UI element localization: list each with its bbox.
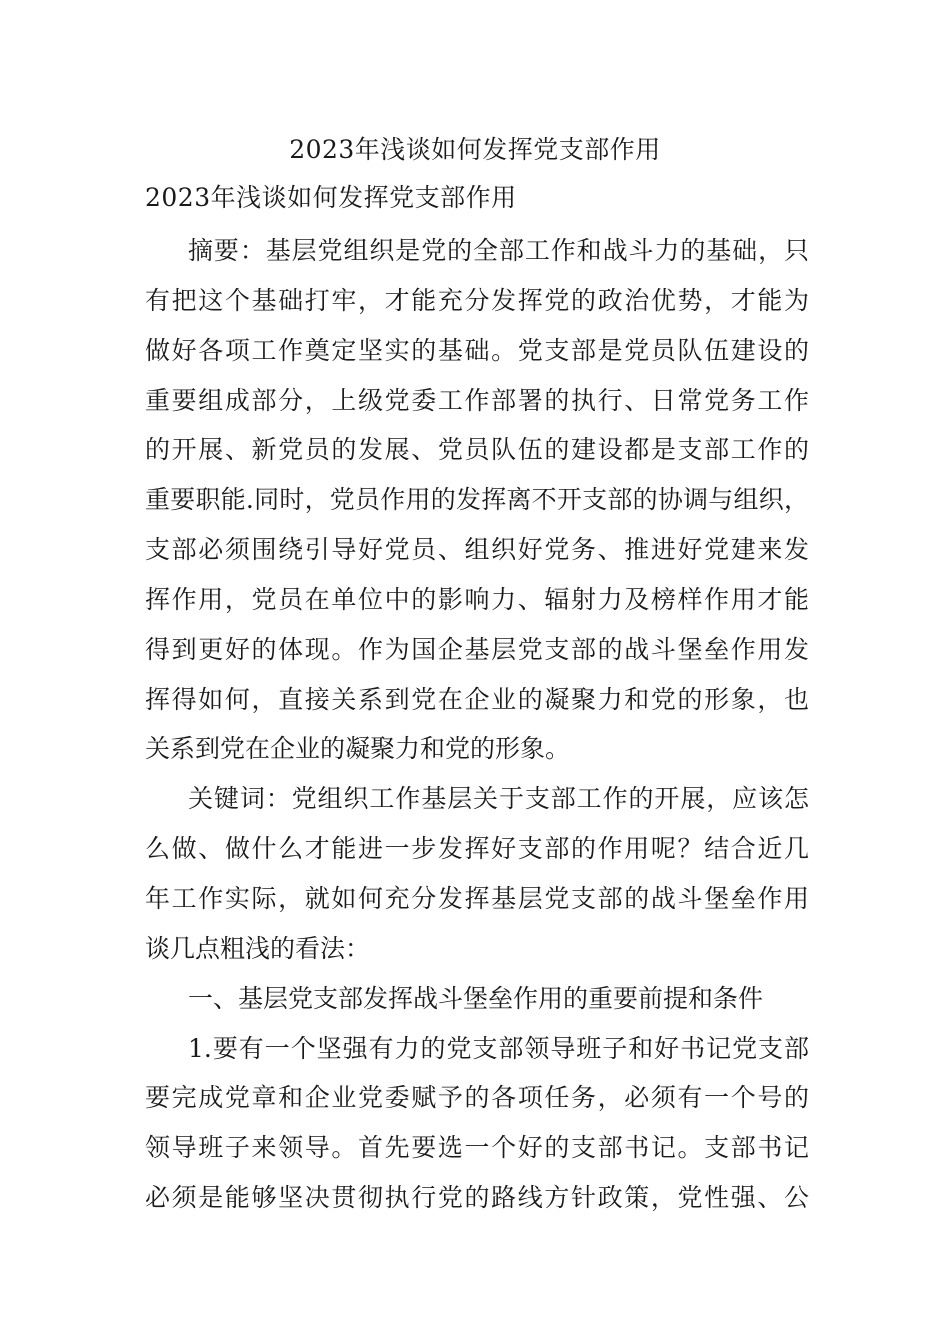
paragraph-line: 有把这个基础打牢，才能充分发挥党的政治优势，才能为 (145, 285, 809, 315)
paragraph-line: 谈几点粗浅的看法： (145, 933, 371, 963)
document-subtitle: 2023年浅谈如何发挥党支部作用 (145, 183, 517, 212)
document-body (145, 226, 809, 1223)
paragraph-line: 一、基层党支部发挥战斗堡垒作用的重要前提和条件 (188, 983, 764, 1013)
paragraph-line: 要完成党章和企业党委赋予的各项任务，必须有一个号的 (145, 1083, 809, 1113)
paragraph-line: 挥作用，党员在单位中的影响力、辐射力及榜样作用才能 (145, 584, 809, 614)
document-title: 2023年浅谈如何发挥党支部作用 (289, 135, 661, 164)
paragraph-line: 1.要有一个坚强有力的党支部领导班子和好书记党支部 (188, 1033, 809, 1063)
paragraph-line: 关系到党在企业的凝聚力和党的形象。 (145, 734, 571, 764)
paragraph-line: 做好各项工作奠定坚实的基础。党支部是党员队伍建设的 (145, 335, 809, 365)
paragraph-line: 么做、做什么才能进一步发挥好支部的作用呢？结合近几 (145, 834, 809, 864)
paragraph-line: 支部必须围绕引导好党员、组织好党务、推进好党建来发 (145, 535, 809, 565)
paragraph-line: 领导班子来领导。首先要选一个好的支部书记。支部书记 (145, 1133, 809, 1163)
paragraph-line: 摘要：基层党组织是党的全部工作和战斗力的基础，只 (188, 236, 809, 265)
paragraph-line: 挥得如何，直接关系到党在企业的凝聚力和党的形象，也 (145, 684, 809, 714)
paragraph-line: 年工作实际，就如何充分发挥基层党支部的战斗堡垒作用 (145, 883, 809, 913)
paragraph-line: 重要职能.同时，党员作用的发挥离不开支部的协调与组织， (145, 485, 809, 515)
paragraph-line: 的开展、新党员的发展、党员队伍的建设都是支部工作的 (145, 435, 809, 465)
paragraph-line: 重要组成部分，上级党委工作部署的执行、日常党务工作 (145, 385, 809, 415)
paragraph-line: 必须是能够坚决贯彻执行党的路线方针政策，党性强、公 (145, 1183, 809, 1213)
paragraph-line: 关键词：党组织工作基层关于支部工作的开展，应该怎 (188, 784, 809, 814)
paragraph-line: 得到更好的体现。作为国企基层党支部的战斗堡垒作用发 (145, 634, 809, 664)
